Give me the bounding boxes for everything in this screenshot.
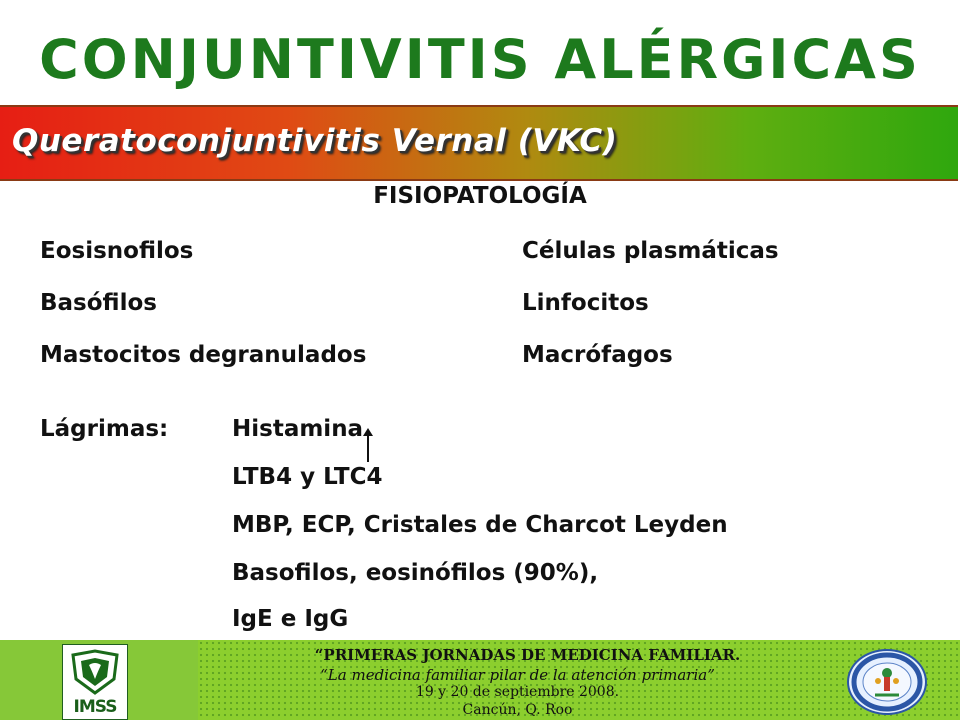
tears-item-5: IgE e IgG — [232, 606, 349, 632]
cell-right-3: Macrófagos — [522, 342, 673, 368]
footer-line-4: Cancún, Q. Roo — [462, 702, 573, 718]
tears-label: Lágrimas: — [40, 416, 169, 442]
tears-item-1: Histamina — [232, 416, 364, 442]
section-heading: FISIOPATOLOGÍA — [373, 183, 587, 209]
tears-item-4: Basofilos, eosinófilos (90%), — [232, 560, 599, 586]
footer-line-2: “La medicina familiar pilar de la atención primaria” — [320, 666, 715, 684]
cell-right-1: Células plasmáticas — [522, 238, 779, 264]
subtitle-banner — [0, 105, 958, 181]
up-arrow-head — [363, 428, 373, 436]
imss-logo-text: IMSS — [73, 697, 117, 717]
cell-right-2: Linfocitos — [522, 290, 649, 316]
conference-seal-icon — [847, 649, 927, 715]
slide-title: CONJUNTIVITIS ALÉRGICAS — [39, 28, 921, 91]
footer-bar — [0, 640, 960, 720]
cell-left-3: Mastocitos degranulados — [40, 342, 367, 368]
tears-item-3: MBP, ECP, Cristales de Charcot Leyden — [232, 512, 728, 538]
footer-line-1: “PRIMERAS JORNADAS DE MEDICINA FAMILIAR. — [314, 646, 741, 664]
tears-item-2: LTB4 y LTC4 — [232, 464, 383, 490]
footer-line-3: 19 y 20 de septiembre 2008. — [415, 684, 620, 700]
cell-left-2: Basófilos — [40, 290, 157, 316]
cell-left-1: Eosisnofilos — [40, 238, 194, 264]
banner-text: Queratoconjuntivitis Vernal (VKC) — [12, 123, 618, 159]
up-arrow-icon — [367, 432, 369, 462]
